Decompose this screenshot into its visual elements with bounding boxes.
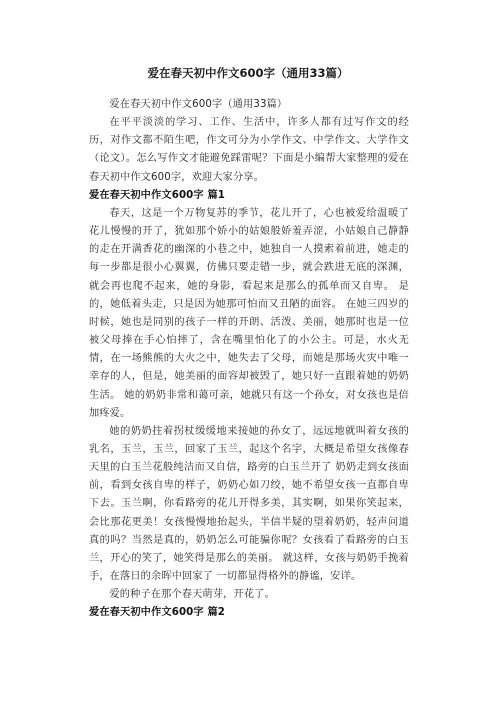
document-title: 爱在春天初中作文600字（通用33篇） [147,66,349,80]
section1-paragraph-2: 她的奶奶拄着拐杖缓缓地来接她的孙女了，远远地就叫着女孩的乳名，玉兰，玉兰，回家了玉兰，起这个名字，大概是希望女孩像春天里的白玉兰花般纯洁而又自信，路旁的白玉兰开了 奶奶走到女孩面前，看到女孩自卑的样子，奶奶心如刀绞，她不希望女孩一直都自卑下去。玉兰啊，你看路旁的花儿开得多美，其实啊，如果你笑起来，会比那花更美！女孩慢慢地抬起头，半信半疑的望着奶奶，轻声问道真的吗？当然是真的，奶奶怎么可能骗你呢？女孩看了看路旁的白玉兰，开心的笑了，她笑得是那么的美丽。 就这样，女孩与奶奶手挽着手，在落日的余晖中回家了 一切都显得格外的静谧，安详。 [89,425,409,583]
intro-paragraph: 在平平淡淡的学习、工作、生活中，许多人都有过写作文的经历，对作文都不陌生吧，作文可分为小学作文、中学作文、大学作文（论文）。怎么写作文才能避免踩雷呢？下面是小编帮大家整理的爱在春天初中作文600字，欢迎大家分享。 [89,117,409,183]
section1-paragraph-1: 春天，这是一个万物复苏的季节，花儿开了，心也被爱给温暖了花儿慢慢的开了，犹如那个娇小的姑娘般娇羞弄涩，小姑娘自己静静的走在开满香花的幽深的小巷之中，她独自一人摸索着前进，她走的每一步都是很小心翼翼，仿佛只要走错一步，就会跌进无底的深渊，就会再也爬不起来，她的身影，看起来是那么的孤单而又自卑。 是的，她低着头走，只是因为她那可怕而又丑陋的面容。 在她三四岁的时候，她也是同别的孩子一样的开朗、活泼、美丽，她那时也是一位被父母捧在手心怕摔了，含在嘴里怕化了的小公主。可是，水火无情，在一场熊熊的大火之中，她失去了父母，而她是那场火灾中唯一幸存的人，但是，她美丽的面容却被毁了，她只好一直跟着她的奶奶生活。 她的奶奶非常和蔼可亲，她就只有这一个孙女，对女孩也是倍加疼爱。 [89,207,409,419]
section1-paragraph-3: 爱的种子在那个春天萌芽，开花了。 [109,589,275,601]
subtitle-paragraph: 爱在春天初中作文600字（通用33篇） [109,99,288,110]
section-heading-1: 爱在春天初中作文600字 篇1 [89,189,226,201]
document-body [89,96,409,623]
section-heading-2: 爱在春天初中作文600字 篇2 [89,607,226,619]
